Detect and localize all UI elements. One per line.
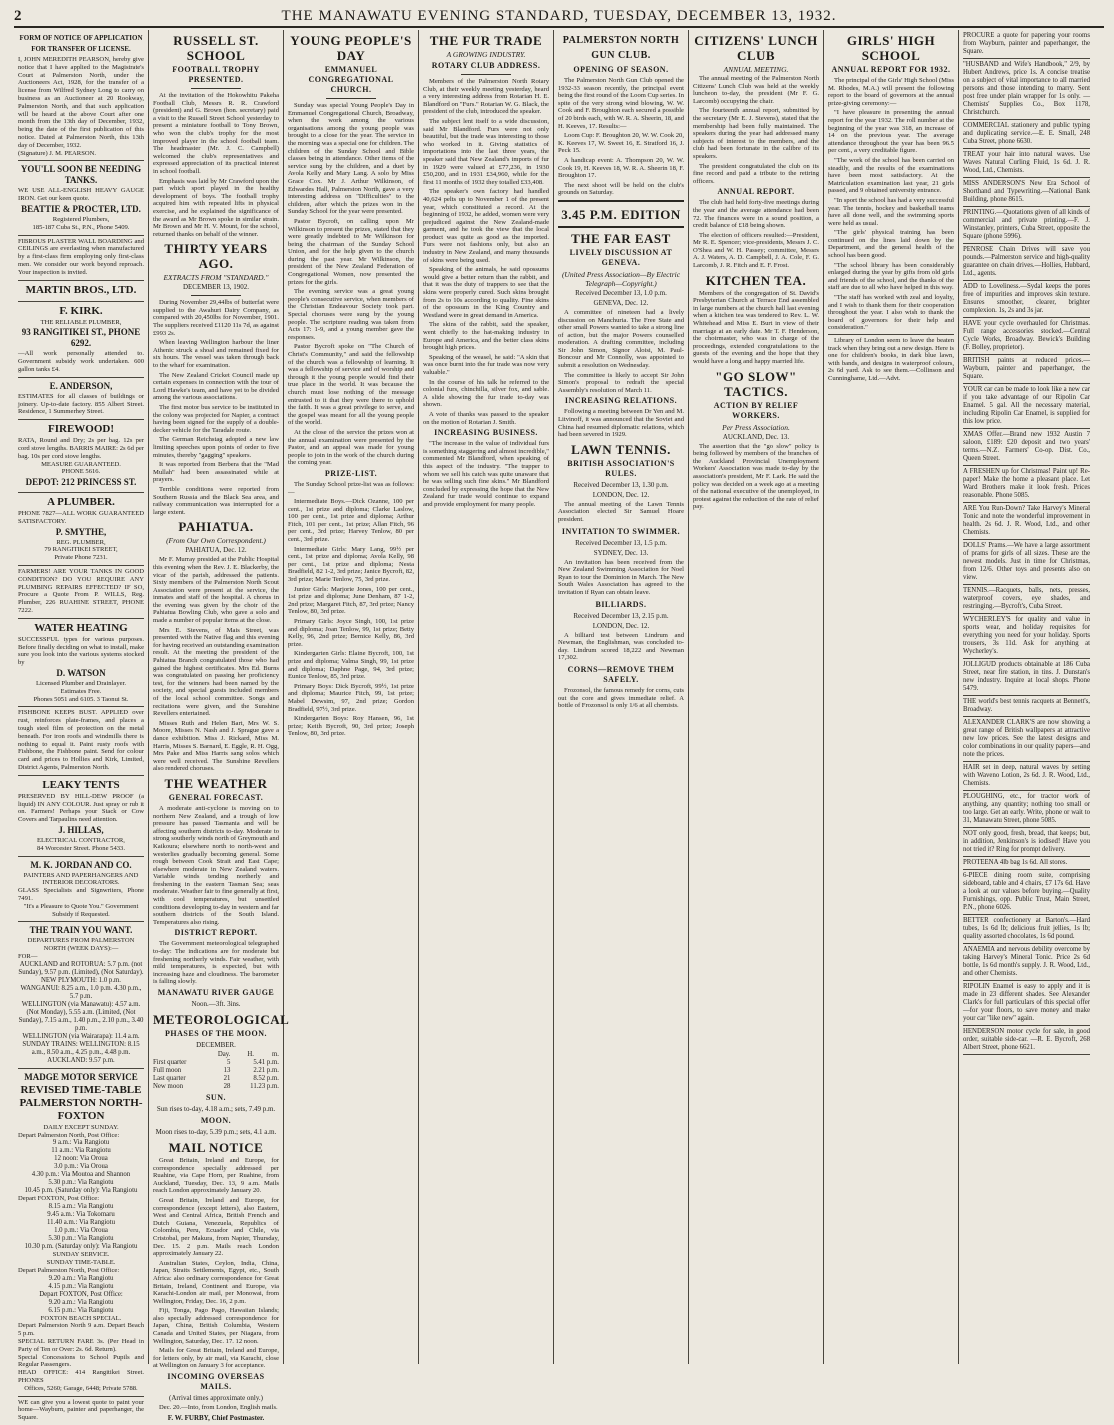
timetable-line: Depart FOXTON, Post Office: (39, 1290, 123, 1298)
prize-entry: Kindergarten Girls: Elaine Bycroft, 100, 1st prize and diploma; Valma Singh, 99, 1st prize and diploma; Daphne Page, 94, 3rd prize; Eunice Tenlow, 85, 3rd prize. (288, 650, 414, 681)
article-meteorological: METEOROLOGICAL PHASES OF THE MOON. DECEMBER. Day. H. m. First quarter 5 5.41 p.m. Full moon 13 2.21 p.m. Last quarter 21 8.52 p.m. New moon 28 11.23 p.m. SUN. Sun rises to-day, 4.18 a.m.; sets, 7.49 p.m. MOON. Moon rises to-day, 5.39 p.m.; sets, 4.1 a.m. (153, 1012, 290, 1136)
beattie-ad: YOU'LL SOON BE NEEDING TANKS. WE USE ALL-ENGLISH HEAVY GAUGE IRON. Get our keen quote. BEATTIE & PROCTER, LTD. Registered Plumbers, 185-187 Cuba St., P.N., Phone 5409. (18, 161, 144, 235)
headline: CITIZENS' LUNCH CLUB (694, 33, 818, 63)
timetable-line: 5.30 p.m.: Via Rangiotu (48, 1235, 114, 1243)
timetable-line: WELLINGTON (via Manawatu): 4.57 a.m. (Not Monday), 5.55 a.m. (Limited, (Not Sunday), 7.15 a.m., 1.40 p.m., 2.10 p.m., 3.40 p.m. (18, 1000, 144, 1032)
headline: PALMERSTON NORTH GUN CLUB. (562, 35, 680, 61)
article-invitation-swimmer: INVITATION TO SWIMMER. Received December 13, 1.5 p.m. SYDNEY, Dec. 13. An invitation has been received from the New Zealand Swimming Association for Noel Ryan to tour the Dominion in March. The New South Wales Association has agreed to the invitation if Ryan can obtain leave. (558, 526, 684, 596)
timetable-line: 10.45 p.m. (Saturday only): Via Rangiotu (24, 1187, 138, 1195)
madge-timetable-1 (18, 1139, 144, 1195)
timetable-line: 5.30 p.m.: Via Rangiotu (48, 1179, 114, 1187)
headline: THE FUR TRADE (429, 33, 543, 48)
headline: PAHIATUA. (178, 519, 254, 535)
newspaper-title: THE MANAWATU EVENING STANDARD, TUESDAY, DECEMBER 13, 1932. (281, 7, 837, 24)
headline: RUSSELL ST. SCHOOL (173, 33, 259, 63)
classified-ad: WYCHERLEY'S for quality and value in sports wear, and holiday requisites for everything you need for your holiday. Sports trousers, 3s 11d. Ask for anything at Wycherley's. (963, 614, 1090, 659)
classified-ad: "HUSBAND and Wife's Handbook," 2/9, by Hubert Andrews, price 1s. A concise treatise on a subject of vital importance to all married persons and those intending to marry. Sent post free under plain wrapper for 1s only. —Chemists' Supplies Co., Box 1178, Christchurch. (963, 59, 1090, 120)
prize-entry: Intermediate Girls: Mary Lang, 99½ per cent., 1st prize and diploma; Avola Kelly, 98 per cent., 1st prize and diploma; Nesta Bradfield, 82 1-2, 3rd prize; Janice Bycroft, 82, 3rd prize; Marie Tenlow, 75, 3rd prize. (288, 545, 414, 584)
headline: METEOROLOGICAL (153, 1012, 290, 1027)
article-citizens-lunch-club: CITIZENS' LUNCH CLUB ANNUAL MEETING. The annual meeting of the Palmerston North Citizens' Lunch Club was held at the weekly luncheon to-day, the president (Mr F. G. Larcomb) occupying the chair. The fourteenth annual report, submitted by the secretary (Mr E. J. Stevens), stated that the membership had been fully maintained. The speakers during the year had addressed many subjects of interest to the members, and the club had been fortunate in the calibre of its speakers. The president congratulated the club on its fine record and paid a tribute to the retiring officers. ANNUAL REPORT. The club had held forty-five meetings during the year and the average attendance had been 72. The finances were in a sound position, a credit balance of £18 being shown. The election of officers resulted:—President, Mr R. E. Spencer; vice-presidents, Messrs J. C. O'Shea and W. H. Passey; committee, Messrs A. J. Waters, A. D. Campbell, J. A. Cole, F. G. Larcomb, J. R. Fitch and E. F. Frost. (693, 33, 819, 270)
classified-ad: HAVE your cycle overhauled for Christmas. Full range accessories stocked.—Central Cycle Works, Broadway. Bewick's Building (F. Bolley, proprietor). (963, 318, 1090, 355)
classified-ad: XMAS Offer.—Brand new 1932 Austin 7 saloon, £189: £20 deposit and two years' terms.—N.Z. Farmers' Co-op. Dist. Co., Queen Street. (963, 429, 1090, 466)
timetable-line: 4.15 p.m.: Via Rangiotu (48, 1282, 114, 1290)
masthead (14, 6, 1104, 28)
train-timetable (18, 961, 144, 1065)
martin-ad: MARTIN BROS., LTD. (18, 281, 144, 302)
column-7 (824, 30, 959, 1364)
article-corns: CORNS—REMOVE THEM SAFELY. Frozonsol, the famous remedy for corns, cuts out the core and gives immediate relief. A bottle of Frozonsol is only 1/6 at all chemists. (558, 664, 684, 710)
article-thirty-years: THIRTY YEARS AGO. EXTRACTS FROM "STANDARD." DECEMBER 13, 1902. During November 29,44lbs of butterfat were supplied to the Awahuri Dairy Company, as compared with 20,450lbs for November, 1901. The suppliers received £1120 11s 7d, as against £993 2s. When leaving Wellington harbour the liner Athenic struck a shoal and remained fixed for six hours. The vessel was taken through back to the wharf for examination. The New Zealand Cricket Council made up certain expenses in connection with the tour of Lord Hawke's team, and have yet to be divided among the various associations. The first motor bus service to be instituted in the colony was projected for Napier, a contract having been signed for the supply of a double-decker vehicle for the Taradale route. The German Reichstag adopted a new law limiting speeches upon points of order to five minutes, thereby "gagging" speakers. It was reported from Berbera that the "Mad Mullah" had been assassinated while at prayers. Terrible conditions were reported from Southern Russia and the Black Sea area, and railway communication was interrupted for a large extent. (153, 241, 279, 516)
headline: THIRTY YEARS AGO. (164, 241, 268, 272)
page-number: 2 (14, 7, 22, 24)
fishbone-ad: FISHBONE KEEPS BUST. APPLIED over rust, reinforces plate-frames, and places a tough steel film of protection on the metal beneath. For iron roofs and windmills there is nothing to equal it. Paint rusty roofs with Fishbone, the Fishbone paint. Send for colour card and prices to Hollies and Kirk, Limited, District Agents, Palmerston North. (18, 707, 144, 775)
timetable-line: 9 a.m.: Via Rangiotu (52, 1139, 110, 1147)
headline: 3.45 P.M. EDITION (561, 206, 681, 222)
timetable-line: WELLINGTON (via Wairarapa): 11.4 a.m. (22, 1032, 140, 1040)
article-far-east: THE FAR EAST LIVELY DISCUSSION AT GENEVA. (United Press Association—By Electric Telegraph—Copyright.) Received December 13, 1.0 p.m. GENEVA, Dec. 12. A committee of nineteen had a lively discussion on Manchuria. The Free State and other small Powers wanted to take a strong line of action, but the major Powers counselled moderation. A drafting committee, including Sir John Simon, Signor Aloisi, M. Paul-Boncour and Mr Connolly, was appointed to submit a resolution on Wednesday. The committee is likely to accept Sir John Simon's proposal to redraft the special Assembly's resolution of March 11. INCREASING RELATIONS. Following a meeting between Dr Yen and M. Litvinoff, it was announced that the Soviet and China had resumed diplomatic relations, which had been severed in 1929. (558, 230, 684, 439)
headline: THE FAR EAST (571, 230, 671, 246)
kirk-ad: F. KIRK. THE RELIABLE PLUMBER, 93 RANGITIKEI ST., PHONE 6292. —All work personally attended to. Government subsidy work undertaken. 600 gallon tanks £4. (18, 302, 144, 378)
headline: "GO SLOW" TACTICS. (715, 368, 797, 399)
timetable-line: 1.0 p.m.: Via Oroua (54, 1227, 108, 1235)
timetable-line: 11.40 a.m.: Via Rangiotu (47, 1219, 115, 1227)
classified-ad: NOT only good, fresh, bread, that keeps; but, in addition, Jenkinson's is iodised! Have you not tried it? Ring for prompt delivery. (963, 828, 1090, 857)
headline: YOUNG PEOPLE'S DAY (290, 33, 412, 63)
article-fur-trade: THE FUR TRADE A GROWING INDUSTRY. ROTARY CLUB ADDRESS. Members of the Palmerston North Rotary Club, at their weekly meeting yesterday, heard a very interesting address from Rotarian H. E. Blandford on "Furs." Rotarian W. G. Black, the president of the club, introduced the speaker. The subject lent itself to a wide discussion, said Mr Blandford. Furs were not only beautiful, but the trade was interesting to those who worked in it. Giving statistics of importations into the last three years, the speaker said that New Zealand's imports of fur in 1929 were valued at £77,236, in 1930 £50,200, and in 1931 £34,960, while for the first 11 months of 1932 they totalled £33,408. The speaker's own factory had handled 40,624 pelts up to November 1 of the present year, which constituted a record. At the beginning of 1932, he added, women were very prejudiced against the New Zealand-made garment, and he took the view that the local product was quite as good as the imported. Furs were not fashions only, but also an industry in New Zealand, and many thousands of skins were being used. Speaking of the animals, he said opossums would give a better return than the rabbit, and that it was the duty of trappers to see that the skins were properly cured. Such skins brought from 2s to 10s according to quality. Fine skins of the opossum in the King Country and Westland were in great demand in America. The skins of the rabbit, said the speaker, went chiefly to the hat-making industry in Europe and America, and the better class skins brought high prices. Speaking of the weasel, he said: "A skin that was once burnt into the fur trade was now very valuable." In the course of his talk he referred to the colonial furs, chinchilla, silver fox, and sable. A slide showing the fur trade to-day was shown. A vote of thanks was passed to the speaker on the motion of Rotarian J. Smith. INCREASING BUSINESS. "The increase in the value of individual furs is something staggering and almost incredible," commented Mr Blandford, when speaking of this aspect of the industry. "The trapper to whom we sell his catch was quite unaware that he was selling such fine skins." Mr Blandford concluded by expressing the hope that the New Zealand fur trade would continue to expand and provide employment for many people. (423, 33, 549, 508)
article-girls-high-school: GIRLS' HIGH SCHOOL ANNUAL REPORT FOR 1932. The principal of the Girls' High School (Miss M. Rhodes, M.A.) will present the following report to the board of governors at the annual prize-giving ceremony:— "I have pleasure in presenting the annual report for the year 1932. The roll number at the beginning of the year was 318, an increase of 14 on the previous year. The average attendance throughout the year has been 96.5 per cent., a very creditable figure. "The work of the school has been carried on steadily, and the results of the examinations have been most satisfactory. At the Matriculation examination last year, 21 girls passed, and 9 obtained university entrance. "In sport the school has had a very successful year. The tennis, hockey and basketball teams have all done well, and the swimming sports were held as usual. "The girls' physical training has been continued on the lines laid down by the Department, and the general health of the school has been good. "The school library has been considerably enlarged during the year by gifts from old girls and friends of the school, and the thanks of the staff are due to all who have helped in this way. "The staff has worked with zeal and loyalty, and I wish to thank them for their cooperation throughout the year. I also wish to thank the board of governors for their help and consideration." Library of London seem to leave the beaten track when they bring out a new design. Here is one for children's books, in dark blue lawn, with bands, and designs in waterproof colours, 2s 6d yard. Ask to see them.—Collinson and Cunninghame, Ltd.—Advt. (828, 33, 954, 382)
column-5 (554, 30, 689, 1364)
classified-ad: PROCURE a quote for papering your rooms from Wayburn, painter and paperhanger, the Square. (963, 30, 1090, 59)
madge-ad: MADGE MOTOR SERVICE REVISED TIME-TABLE PALMERSTON NORTH-FOXTON DAILY EXCEPT SUNDAY. Depart Palmerston North, Post Office: 9 a.m.: Via Rangiotu 11 a.m.: Via Rangiotu 12 noon: Via Oroua 3.0 p.m.: Via Oroua 4.30 p.m.: Via Moutoa and Shannon 5.30 p.m.: Via Rangiotu 10.45 p.m. (Saturday only): Via Rangiotu Depart FOXTON, Post Office: 8.15 a.m.: Via Rangiotu 9.45 a.m.: Via Tokomaru 11.40 a.m.: Via Rangiotu 1.0 p.m.: Via Oroua 5.30 p.m.: Via Rangiotu 10.30 p.m. (Saturday only): Via Rangiotu SUNDAY SERVICE. SUNDAY TIME-TABLE. Depart Palmerston North, Post Office: 9.20 a.m.: Via Rangiotu 4.15 p.m.: Via Rangiotu Depart FOXTON, Post Office: 9.20 a.m.: Via Rangiotu 6.15 p.m.: Via Rangiotu FOXTON BEACH SPECIAL. Depart Palmerston North 9 a.m. Depart Beach 5 p.m. SPECIAL RETURN FARE 3s. (Per Head in Party of Ten or Over: 2s. 6d. Return). Special Concessions to School Pupils and Regular Passengers. HEAD OFFICE: 414 Rangitikei Street. PHONES Offices, 5260; Garage, 6448; Private 5788. (18, 1069, 144, 1397)
column-1 (14, 30, 149, 1422)
water-heating-ad: WATER HEATING SUCCESSFUL types for various purposes. Before finally deciding on what to install, make sure you look into the various systems stocked by D. WATSON Licensed Plumber and Drainlayer. Estimates Free. Phones 5051 and 6105. 3 Taonui St. (18, 619, 144, 708)
classified-ad: PRINTING.—Quotations given of all kinds of commercial and private printing.—F. J. Winstanley, printers, Cuba Street, opposite the Square (phone 5996). (963, 207, 1090, 244)
timetable-line: 9.20 a.m.: Via Rangiotu (48, 1298, 114, 1306)
classified-ad: ARE You Run-Down? Take Harvey's Mineral Tonic and note the wonderful improvement in health. 2s 6d. J. R. Wood, Ltd., and other Chemists. (963, 503, 1090, 540)
timetable-line: 9.20 a.m.: Via Rangiotu (48, 1274, 114, 1282)
timetable-line: WANGANUI: 8.25 a.m., 1.0 p.m. 4.30 p.m., 5.7 p.m. (20, 984, 142, 1000)
classified-ad: ADD to Loveliness.—Sydal keeps the pores free of impurities and improves skin texture. Ensures smoother, clearer, brighter complexion. 1s, 2s and 3s jar. (963, 281, 1090, 318)
prize-entry: Intermediate Boys.—Dick Ozanne, 100 per cent., 1st prize and diploma; Clarke Laslow, 100 per cent., 1st prize and diploma; Arthur Fitch, 101 per cent., 1st prize; Allan Fitch, 96 per cent., 3rd prize; Harvey Tenlow, 80 per cent., 3rd prize. (288, 498, 414, 544)
classified-ad: BETTER confectionery at Barton's.—Hard tubes, 1s 6d lb; delicious fruit jellies, 1s lb; quality assorted chocolates, 1s 6d pound. (963, 915, 1090, 944)
classified-ad: TREAT your hair into natural waves. Use Waves Natural Curling Fluid, 1s 6d. J. R. Wood, Ltd., Chemists. (963, 149, 1090, 178)
classified-ad: PROTEENA 4lb bag 1s 6d. All stores. (963, 857, 1090, 870)
farmers-ad: FARMERS! ARE YOUR TANKS IN GOOD CONDITION? DO YOU REQUIRE ANY PLUMBING REPAIRS EFFECTED? IF SO, Procure a Quote From P. WILLS, Reg. Plumber, 226 RUAHINE STREET, PHONE 7222. (18, 566, 144, 619)
leaky-tents-ad: LEAKY TENTS PRESERVED BY HILL-DEW PROOF (a liquid) IN ANY COLOUR. Just spray or rub it on. Farmers! Perhaps your Stack or Cow Covers and Tarpaulins need attention. J. HILLAS, ELECTRICAL CONTRACTOR, 84 Worcester Street. Phone 5433. (18, 776, 144, 857)
paint-ad: WE can give you a lowest quote to paint your home—Wayburn, painter and paperhanger, the Square. (18, 1398, 144, 1422)
headline: THE WEATHER (164, 775, 268, 791)
timetable-line: SUNDAY TRAINS: WELLINGTON: 8.15 a.m., 8.50 a.m., 4.25 p.m., 4.48 p.m. (22, 1040, 140, 1056)
article-kitchen-tea: KITCHEN TEA. Members of the congregation of St. David's Presbyterian Church at Terrace End assembled in large numbers at the church hall last evening when a kitchen tea was tendered to Rev. L. W. Whitehead and Miss E. Burt in view of their marriage at an early date. Mr T. F. Henderson, the choirmaster, who was in charge of the proceedings, extended congratulations to the guests of the evening and the hope that they would have a long and happy married life. (693, 272, 819, 365)
fibrous-ad: FIBROUS PLASTER WALL BOARDING and CEILINGS are everlasting when manufactured by a first-class firm employing only first-class men. We consider our work beyond reproach. Your inspection is invited. (18, 236, 144, 281)
column-8 (959, 30, 1094, 1364)
classified-ad: TENNIS.—Racquets, balls, nets, presses, waterproof covers, eye shades, and restringing.—Bycroft's, Cuba Street. (963, 585, 1090, 614)
prize-entry: Primary Boys: Dick Bycroft, 99½, 1st prize and diploma; Maurice Fitch, 99, 1st prize; Mabel Dewsim, 97, 2nd prize; Gordon Bradfield, 97½, 3rd prize. (288, 682, 414, 713)
plumber-ad: A PLUMBER. PHONE 7827—ALL WORK GUARANTEED SATISFACTORY. P. SMYTHE, REG. PLUMBER, 79 RANGITIKEI STREET, Private Phone 7231. (18, 493, 144, 566)
madge-timetable-2 (18, 1203, 144, 1251)
classified-ad: PENROSE Chain Drives will save you pounds.—Palmerston service and high-quality guarantee on chain drives.—Hollies, Hubbard, Ltd., agents. (963, 244, 1090, 281)
column-area (14, 30, 1104, 1422)
article-young-peoples-day: YOUNG PEOPLE'S DAY EMMANUEL CONGREGATIONAL CHURCH. Sunday was special Young People's Day in Emmanuel Congregational Church, Broadway, when the work among the various organisations among the young people was brought to a close for the year. The service in the morning was a special one for children. The children of the Sunday School and Bible classes being in attendance. Other items of the service sung by the children, and a duet by Avola Kelly and Mary Lang. A solo by Miss Grace Cox. Mr J. Arthur Wilkinson, of Edwardes Hall, Palmerston North, gave a very interesting address on "Difficulties" to the children, after which the prizes won in the Sunday School for the year were presented. Pastor Bycroft, on calling upon Mr Wilkinson to present the prizes, stated that they were greatly indebted to Mr Wilkinson for being the chairman of the Sunday School Union, and for the help given to the church during the past year. Mr Wilkinson, the president of the New Zealand Federation of Congregational Women, now presented the prizes for the girls. The evening service was a great young people's consecutive service, when members of the Christian Endeavour Society took part. Special choruses were sung by the young people. The scripture reading was taken from Acts 17: 1-9, and a young member gave the responses. Pastor Bycroft spoke on "The Church of Christ's Community," and said the fellowship of the church was a fellowship of learning. It was a fellowship of service and of worship and through it the young people would find their true place in the world. It was because the church must lose nothing of the message entrusted to it that they were there to uphold the faith. It was a great privilege to serve, and the gospel was meant for all the young people of the world. At the close of the service the prizes won at the annual examination were presented by the Pastor, and an appeal was made for young people to join in the work of the church during the coming year. PRIZE-LIST. The Sunday School prize-list was as follows:— Intermediate Boys.—Dick Ozanne, 100 per cent., 1st prize and diploma; Clarke Laslow, 100 per cent., 1st prize and diploma; Arthur Fitch, 101 per cent., 1st prize; Allan Fitch, 96 per cent., 3rd prize; Harvey Tenlow, 80 per cent., 3rd prize. Intermediate Girls: Mary Lang, 99½ per cent., 1st prize and diploma; Avola Kelly, 98 per cent., 1st prize and diploma; Nesta Bradfield, 82 1-2, 3rd prize; Janice Bycroft, 82, 3rd prize; Marie Tenlow, 75, 3rd prize. Junior Girls: Marjorie Jones, 100 per cent., 1st prize and diploma; June Denham, 87 1-2, 2nd prize; Margaret Fitch, 87, 3rd prize; Nancy Tenlow, 80, 3rd prize. Primary Girls: Joyce Singh, 100, 1st prize and diploma; Joan Tenlow, 99, 1st prize; Betty Kelly, 96, 2nd prize; Bernice Kelly, 86, 3rd prize. Kindergarten Girls: Elaine Bycroft, 100, 1st prize and diploma; Valma Singh, 99, 1st prize and diploma; Daphne Page, 94, 3rd prize; Eunice Tenlow, 85, 3rd prize. Primary Boys: Dick Bycroft, 99½, 1st prize and diploma; Maurice Fitch, 99, 1st prize; Mabel Dewsim, 97, 2nd prize; Gordon Bradfield, 97½, 3rd prize. Kindergarten Boys: Roy Hansen, 96, 1st prize; Keith Bycroft, 90, 3rd prize; Joseph Tenlow, 80, 3rd prize. (288, 33, 414, 738)
madge-timetable-3 (18, 1275, 144, 1315)
timetable-line: NEW PLYMOUTH: 1.0 p.m. (41, 976, 121, 984)
classified-ad: BRITISH paints at reduced prices.—Wayburn, painter and paperhanger, the Square. (963, 355, 1090, 384)
moon-phases-table: Day. H. m. First quarter 5 5.41 p.m. Full moon 13 2.21 p.m. Last quarter 21 8.52 p.m. New moon 28 11.23 p.m. (153, 1051, 279, 1090)
article-russell-street: RUSSELL ST. SCHOOL FOOTBALL TROPHY PRESENTED. At the invitation of the Hokowhitu Pakeha Football Club, Messrs R. R. Crawford (president) and G. Brown (hon. secretary) paid a visit to the Russell Street School yesterday to present a miniature football to Tony Brown, who won the club's trophy for the most improved player in the school football team. The headmaster (Mr. J. C. Campbell) welcomed the club's representatives and expressed appreciation of its practical interest in school football. Emphasis was laid by Mr Crawford upon the part which sport played in the healthy development of boys. The football trophy acquired him with repeated lifts in physical exercise, and he explained the significance of the award as Mr Brown spoke in similar strain. Mr Brown and Mr H. V. Mount, for the school, returned thanks on behalf of the winner. (153, 33, 279, 238)
headline: LAWN TENNIS. (571, 441, 671, 457)
timetable-line: 11 a.m.: Via Rangiotu (51, 1147, 111, 1155)
classified-ad: HAIR set in deep, natural waves by setting with Waveno Lotion, 2s 6d. J. R. Wood, Ltd., Chemists. (963, 762, 1090, 791)
column-4 (419, 30, 554, 1364)
licence-notice: FORM OF NOTICE OF APPLICATION FOR TRANSFER OF LICENSE. I, JOHN MEREDITH PEARSON, hereby give notice that I have applied to the Magistrate's Court at Palmerston North, under the Auctioneers Act, 1928, for the transfer of a license from Wilfred Sydney Long to carry on business as an Auctioneer at 20 Rookway, Palmerston North, and that such application will be heard at the above Court after one month from the 13th day of December, 1932, being the date of the first publication of this notice. Dated at Palmerston North, this 13th day of December, 1932. (Signature) J. M. PEARSON. (18, 30, 144, 161)
timetable-line: 12 noon: Via Oroua (54, 1155, 108, 1163)
classified-ad: DOLLS' Prams.—We have a large assortment of prams for girls of all sizes. These are the newest models. Just in time for Christmas, from 12/6. Other toys and presents also on view. (963, 540, 1090, 585)
prize-entry: Kindergarten Boys: Roy Hansen, 96, 1st prize; Keith Bycroft, 90, 3rd prize; Joseph Tenlow, 80, 3rd prize. (288, 715, 414, 738)
classified-ad: JOLLIGUD products obtainable at 186 Cuba Street, near fire station, in tins. J. Dunstan's new industry. Inquire at local shops. Phone 5479. (963, 659, 1090, 696)
prize-entry: Primary Girls: Joyce Singh, 100, 1st prize and diploma; Joan Tenlow, 99, 1st prize; Betty Kelly, 96, 2nd prize; Bernice Kelly, 86, 3rd prize. (288, 618, 414, 648)
column-3 (284, 30, 419, 1364)
train-ad: THE TRAIN YOU WANT. DEPARTURES FROM PALMERSTON NORTH (WEEK DAYS):— FOR— AUCKLAND and ROTORUA: 5.7 p.m. (not Sunday), 9.57 p.m. (Limited), (Not Saturday). NEW PLYMOUTH: 1.0 p.m. WANGANUI: 8.25 a.m., 1.0 p.m. 4.30 p.m., 5.7 p.m. WELLINGTON (via Manawatu): 4.57 a.m. (Not Monday), 5.55 a.m. (Limited, (Not Sunday), 7.15 a.m., 1.40 p.m., 2.10 p.m., 3.40 p.m. WELLINGTON (via Wairarapa): 11.4 a.m. SUNDAY TRAINS: WELLINGTON: 8.15 a.m., 8.50 a.m., 4.25 p.m., 4.48 p.m. AUCKLAND: 9.57 p.m. (18, 922, 144, 1068)
article-billiards: BILLIARDS. Received December 13, 2.15 p.m. LONDON, Dec. 12. A billiard test between Lindrum and Newman, the Englishman, was concluded to-day. Lindrum scored 18,222 and Newman 17,302. (558, 599, 684, 662)
classified-ad: HENDERSON motor cycle for sale, in good order, suitable side-car. —R. E. Bycroft, 268 Albert Street, phone 6621. (963, 1026, 1090, 1055)
timetable-line: 8.15 a.m.: Via Rangiotu (48, 1203, 114, 1211)
timetable-line: AUCKLAND and ROTORUA: 5.7 p.m. (not Sunday), 9.57 p.m. (Limited), (Not Saturday). (18, 960, 144, 976)
classified-ad: COMMERCIAL stationery and public typing and duplicating service.—E. E. Small, 248 Cuba Street, phone 6630. (963, 120, 1090, 149)
timetable-line: 10.30 p.m. (Saturday only): Via Rangiotu (24, 1243, 138, 1251)
timetable-line: 9.45 a.m.: Via Tokomaru (47, 1211, 115, 1219)
column-6 (689, 30, 824, 1364)
article-go-slow: "GO SLOW" TACTICS. ACTION BY RELIEF WORKERS. Per Press Association. AUCKLAND, Dec. 13. The assertion that the "go slow" policy is being followed by members of the branches of the Auckland Provincial Unemployment Workers' Association was made to-day by the association's president, Mr F. Lark. He said the policy was decided on a week ago at a meeting of the national executive of the unemployed, in protest against the reduction of the rate of relief pay. (693, 368, 819, 511)
timetable-line: 3.0 p.m.: Via Oroua (54, 1163, 108, 1171)
classified-ad: ANAEMIA and nervous debility overcome by taking Harvey's Mineral Tonic. Price 2s 6d bottle, 1s 6d month's supply. J. R. Wood, Ltd., and other Chemists. (963, 944, 1090, 981)
classified-ad: PLOUGHING, etc., for tractor work of anything, any quantity; nothing too small or too large. Get an early. Write, phone or wait to 31, Manawatu Street, phone 5085. (963, 791, 1090, 828)
headline: KITCHEN TEA. (705, 272, 807, 288)
classified-ad: ALEXANDER CLARK'S are now showing a great range of British wallpapers at attractive new low prices. See the latest designs and color combinations in our quality papers—and note the prices. (963, 717, 1090, 762)
classified-ad: MISS ANDERSON'S New Era School of Shorthand and Typewriting.—National Bank Building, phone 8615. (963, 178, 1090, 207)
firewood-ad: FIREWOOD! RATA, Round and Dry; 2s per bag. 12s per cord stove lengths. BARRIS MAIRE: 2s 6d per bag. 10s per cord stove lengths. MEASURE GUARANTEED. PHONE 5616. DEPOT: 212 PRINCESS ST. (18, 420, 144, 493)
article-gun-club: PALMERSTON NORTH GUN CLUB. OPENING OF SEASON. The Palmerston North Gun Club opened the 1932-33 season recently, the principal event being the first round of the Loom Cup series. In spite of the very strong wind blowing, W. W. Cook and F. Broughton each secured a possible of 20 birds each, with W. R. A. Sheerin, 18, and H. Keeves, 17. Results:— Loom Cup: F. Broughton 20, W. W. Cook 20, K. Keeves 17, W. Sweet 16, E. Stratford 16, J. Peck 15. A handicap event: A. Thompson 20, W. W. Cook 19, H. Keeves 18, W. R. A. Sheerin 18, F. Broughton 17. The next shoot will be held on the club's grounds on Saturday. (558, 35, 684, 197)
article-pahiatua: PAHIATUA. (From Our Own Correspondent.) PAHIATUA, Dec. 12. Mr F. Murray presided at the Public Hospital this evening when the Rev. J. E. Blackerby, the vicar of the parish, addressed the patients. Sixty members of the Palmerston North Scout Association were present at the service, the inmates and staff of the hospital. A chorus in the evening was given by the choir of the Pahiatua Bowling Club, who gave a solo and made a number of popular items at the close. Mrs E. Stevens, of Mais Street, was presented with the Native flag and this evening for having received an outstanding examination result. At the meeting the president of the Pahiatua Branch congratulated those who had gained the highest certificates. Mrs Ed. Burns was congratulated on passing her proficiency test, for the winners had been named by the society, and special guests included members of the local school committee. Songs and recitations were given, and the Sunshine Revellers entertained. Misses Ruth and Helen Bart, Mrs W. S. Moore, Misses N. Nash and J. Sprague gave a dance exhibition. Miss J. Rickard, Miss M. Harris, Misses S. Barnard, E. Eggle, R. H. Ogg, Mrs Pake and Miss Harris sang solos which were well received. The Sunshine Revellers also rendered choruses. (153, 519, 279, 773)
timetable-line: 6.15 p.m.: Via Rangiotu (48, 1306, 114, 1314)
classified-ads (963, 30, 1090, 1055)
column-2 (149, 30, 290, 1422)
prize-list (288, 498, 414, 738)
classified-ad: RIPOLIN Enamel is easy to apply and it is made in 23 different shades. See Alexander Clark's for full particulars of this special offer—for your floors, to save money and make your car "like new" again. (963, 981, 1090, 1026)
headline: GIRLS' HIGH SCHOOL (846, 33, 936, 63)
classified-ad: 6-PIECE dining room suite, comprising sideboard, table and 4 chairs, £7 17s 6d. Have a look at our values before buying.—Quality Furnishings, opp. Public Trust, Main Street, P.N., phone 6026. (963, 870, 1090, 915)
timetable-line: AUCKLAND: 9.57 p.m. (47, 1056, 115, 1064)
edition-banner (558, 200, 684, 228)
timetable-line: 4.30 p.m.: Via Moutoa and Shannon (31, 1171, 131, 1179)
classified-ad: A FRESHEN up for Christmas! Paint up! Re-paper! Make the home a pleasant place. Let Ward Brothers make it look fresh. Prices reasonable. Phone 5085. (963, 466, 1090, 503)
classified-ad: YOUR car can be made to look like a new car if you take advantage of our Ripolin Car Enamel. 5 gal. All the necessary material, including Ripolin Car Enamel, is supplied for this low price. (963, 384, 1090, 429)
prize-entry: Junior Girls: Marjorie Jones, 100 per cent., 1st prize and diploma; June Denham, 87 1-2, 2nd prize; Margaret Fitch, 87, 3rd prize; Nancy Tenlow, 80, 3rd prize. (288, 585, 414, 616)
anderson-ad: E. ANDERSON, ESTIMATES for all classes of buildings or joinery. Up-to-date factory. 855 Albert Street. Residence, 1 Summerhey Street. (18, 378, 144, 420)
article-lawn-tennis: LAWN TENNIS. BRITISH ASSOCIATION'S RULES. Received December 13, 1.30 p.m. LONDON, Dec. 12. The annual meeting of the Lawn Tennis Association elected Sir Samuel Hoare president. (558, 441, 684, 523)
article-weather: THE WEATHER GENERAL FORECAST. A moderate anti-cyclone is moving on to northern New Zealand, and a trough of low pressure has passed Tasmania and will be affecting southern districts to-day. Moderate to strong southerly winds north of Greymouth and Kaikoura; elsewhere north to north-west and westerlies gradually becoming general. Some rough between Cook Strait and East Cape; elsewhere moderate in New Zealand waters. Variable winds tending northerly and freshening in the eastern Tasman Sea; seas moderate. Weather fair to fine generally at first, with cool temperatures, but unsettled conditions developing to-day in western and far southern districts of the South Island. Temperatures also rising. DISTRICT REPORT. The Government meteorological telegraphed to-day: The indications are for moderate but freshening northerly winds. Fair weather, with mild temperatures, is expected, but with increasing haze and cloudiness. The barometer is falling slowly. MANAWATU RIVER GAUGE Noon.—3ft. 3ins. (153, 775, 279, 1008)
jordan-ad: M. K. JORDAN AND CO. PAINTERS AND PAPERHANGERS AND INTERIOR DECORATORS. GLASS Specialists and Signwriters, Phone 7491. "It's a Pleasure to Quote You." Government Subsidy if Requested. (18, 857, 144, 923)
classified-ad: THE world's best tennis racquets at Bennett's, Broadway. (963, 696, 1090, 717)
headline: MAIL NOTICE (168, 1140, 264, 1155)
article-mail-notice: MAIL NOTICE Great Britain, Ireland and Europe, for correspondence specially addressed per Ruahine, via Cape Horn, per Ruahine, from Auckland, Tuesday, Dec. 13, 9 a.m. Mails reach London approximately January 20. Great Britain, Ireland and Europe, for correspondence (except letters), also Eastern, West and Central Africa, British French and Dutch Guiana, Venezuela, Republics of Colombia, Peru, Ecuador and Chile, via Cristobal, per Makura, from Napier, Thursday, Dec. 15. 2 p.m. Mails reach London approximately January 22. Australian States, Ceylon, India, China, Japan, Straits Settlements, Egypt, etc., South Africa: also ordinary correspondence for Great Britain, Ireland, Continent and Europe, via Karachi-London air mail, per Monowai, from Wellington, Friday, Dec. 16, 2 p.m. Fiji, Tonga, Pago Pago, Hawaiian Islands; also specially addressed correspondence for Japan, China, British Columbia, Western Canada and United States, per Niagara, from Wellington, Saturday, Dec. 17. 12 noon. Mails for Great Britain, Ireland and Europe, for letters only, by air mail, via Karachi, close at Wellington on January 3 for acceptance. INCOMING OVERSEAS MAILS. (Arrival times approximate only.) Dec. 20.—Into, from London, English mails. F. W. FURBY, Chief Postmaster. (153, 1140, 279, 1422)
